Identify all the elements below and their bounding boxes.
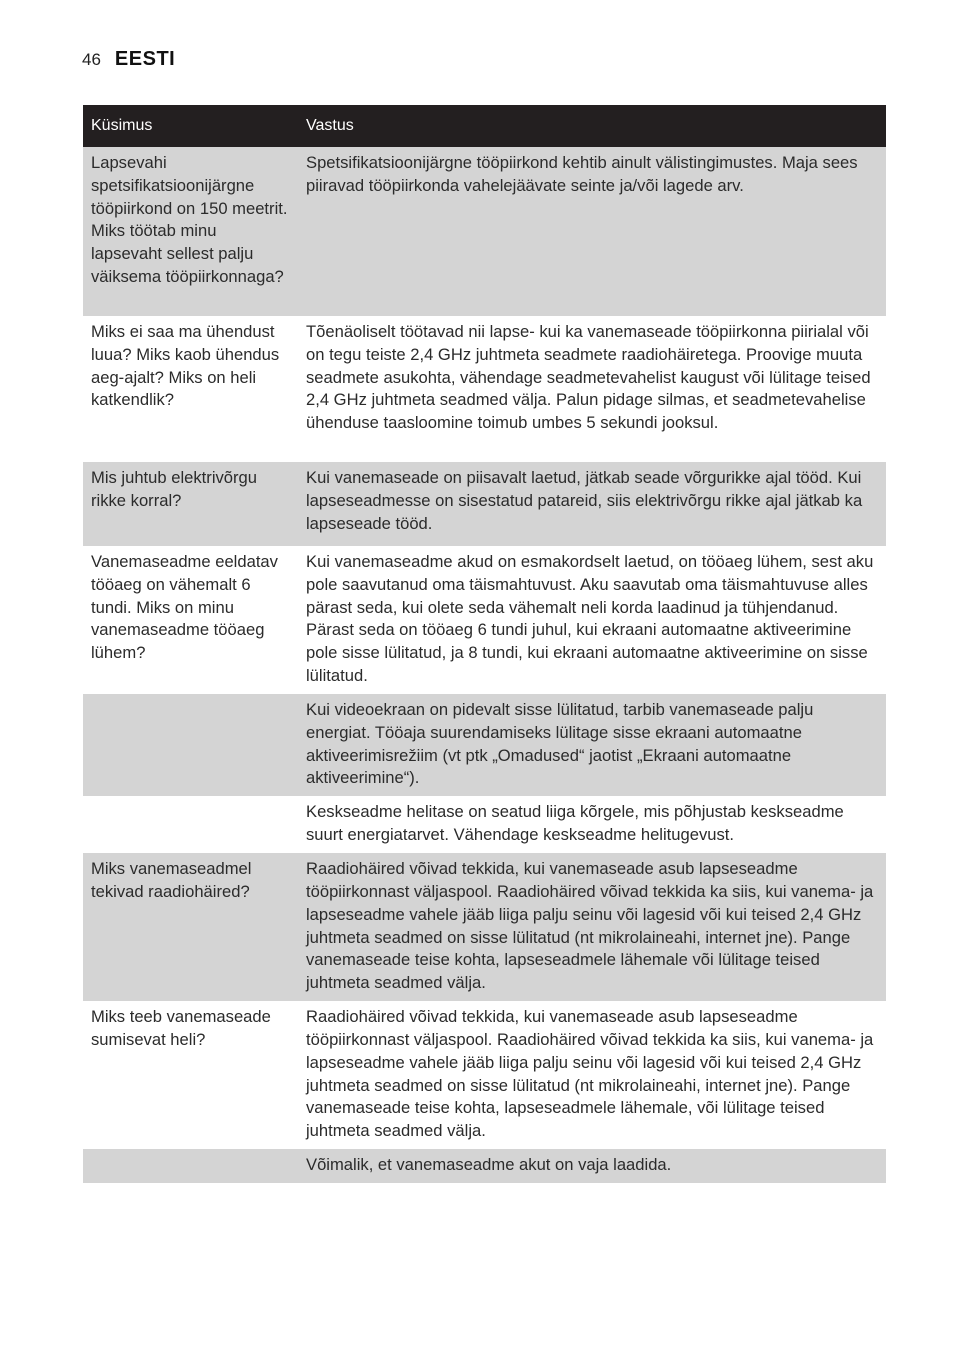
table-row (83, 1149, 886, 1183)
question-cell: Mis juhtub elektrivõrgu rikke korral? (83, 462, 298, 546)
table-row (83, 462, 886, 546)
answer-cell: Spetsifikatsioonijärgne tööpiirkond kehtib ainult välistingimustes. Maja sees piiravad tööpiirkonda vahelejäävate seinte ja/või lagede arv. (298, 147, 886, 316)
table-row (83, 796, 886, 853)
table-row (83, 1001, 886, 1149)
question-cell: Miks vanemaseadmel tekivad raadiohäired? (83, 853, 298, 1001)
answer-cell: Raadiohäired võivad tekkida, kui vanemaseade asub lapseseadme tööpiirkonnast väljaspool. Raadiohäired võivad tekkida ka siis, kui vanema- ja lapseseadme vahele jääb liiga palju seinu või lagesid või kui teised 2,4 GHz juhtmeta seadmed on sisse lülitatud (nt mikrolaineahi, internet jne). Pange vanemaseade teise kohta, lapseseadmele lähemale või lülitage teised juhtmeta seadmed välja. (298, 853, 886, 1001)
page-header (82, 48, 175, 74)
question-cell: Miks teeb vanemaseade sumisevat heli? (83, 1001, 298, 1149)
answer-cell: Võimalik, et vanemaseadme akut on vaja laadida. (298, 1149, 886, 1183)
column-header-answer: Vastus (298, 105, 886, 147)
question-cell (83, 796, 298, 853)
question-cell (83, 694, 298, 796)
table-row (83, 546, 886, 694)
answer-cell: Raadiohäired võivad tekkida, kui vanemaseade asub lapseseadme tööpiirkonnast väljaspool. Raadiohäired võivad tekkida ka siis, kui vanema- ja lapseseadme vahele jääb liiga palju seinu või lagesid või kui teised 2,4 GHz juhtmeta seadmed on sisse lülitatud (nt mikrolaineahi, internet jne). Pange vanemaseade teise kohta, lapseseadmele lähemale, või lülitage teised juhtmeta seadmed välja. (298, 1001, 886, 1149)
answer-cell: Kui videoekraan on pidevalt sisse lülitatud, tarbib vanemaseade palju energiat. Tööaja suurendamiseks lülitage sisse ekraani automaatne aktiveerimisrežiim (vt ptk „Omadused“ jaotist „Ekraani automaatne aktiveerimine“). (298, 694, 886, 796)
table-header-row (83, 105, 886, 147)
answer-cell: Kui vanemaseadme akud on esmakordselt laetud, on tööaeg lühem, sest aku pole saavutanud oma täismahtuvust. Aku saavutab oma täismahtuvuse alles pärast seda, kui olete seda vähemalt neli korda laadinud ja tühjendanud. Pärast seda on tööaeg 6 tundi juhul, kui ekraani automaatne aktiveerimine pole sisse lülitatud, ja 8 tundi, kui ekraani automaatne aktiveerimine on sisse lülitatud. (298, 546, 886, 694)
faq-table (83, 105, 886, 1183)
column-header-question: Küsimus (83, 105, 298, 147)
table-row (83, 853, 886, 1001)
question-cell: Lapsevahi spetsifikatsioonijärgne tööpiirkond on 150 meetrit. Miks töötab minu lapsevaht sellest palju väiksema tööpiirkonnaga? (83, 147, 298, 316)
page-number: 46 (82, 50, 101, 69)
question-cell: Vanemaseadme eeldatav tööaeg on vähemalt 6 tundi. Miks on minu vanemaseadme tööaeg lühem? (83, 546, 298, 694)
table-row (83, 316, 886, 462)
answer-cell: Kui vanemaseade on piisavalt laetud, jätkab seade võrgurikke ajal tööd. Kui lapseseadmesse on sisestatud patareid, siis elektrivõrgu rikke ajal jätkab ka lapseseade tööd. (298, 462, 886, 546)
section-title: EESTI (114, 48, 176, 70)
answer-cell: Tõenäoliselt töötavad nii lapse- kui ka vanemaseade tööpiirkonna piirialal või on tegu teiste 2,4 GHz juhtmeta seadmete raadiohäiretega. Proovige muuta seadmete asukohta, vähendage seadmetevahelist kaugust või lülitage teised 2,4 GHz juhtmeta seadmed välja. Palun pidage silmas, et seadmetevahelise ühenduse taasloomine toimub umbes 5 sekundi jooksul. (298, 316, 886, 462)
question-cell (83, 1149, 298, 1183)
table-row (83, 147, 886, 316)
question-cell: Miks ei saa ma ühendust luua? Miks kaob ühendus aeg-ajalt? Miks on heli katkendlik? (83, 316, 298, 462)
table-row (83, 694, 886, 796)
answer-cell: Keskseadme helitase on seatud liiga kõrgele, mis põhjustab keskseadme suurt energiatarvet. Vähendage keskseadme helitugevust. (298, 796, 886, 853)
